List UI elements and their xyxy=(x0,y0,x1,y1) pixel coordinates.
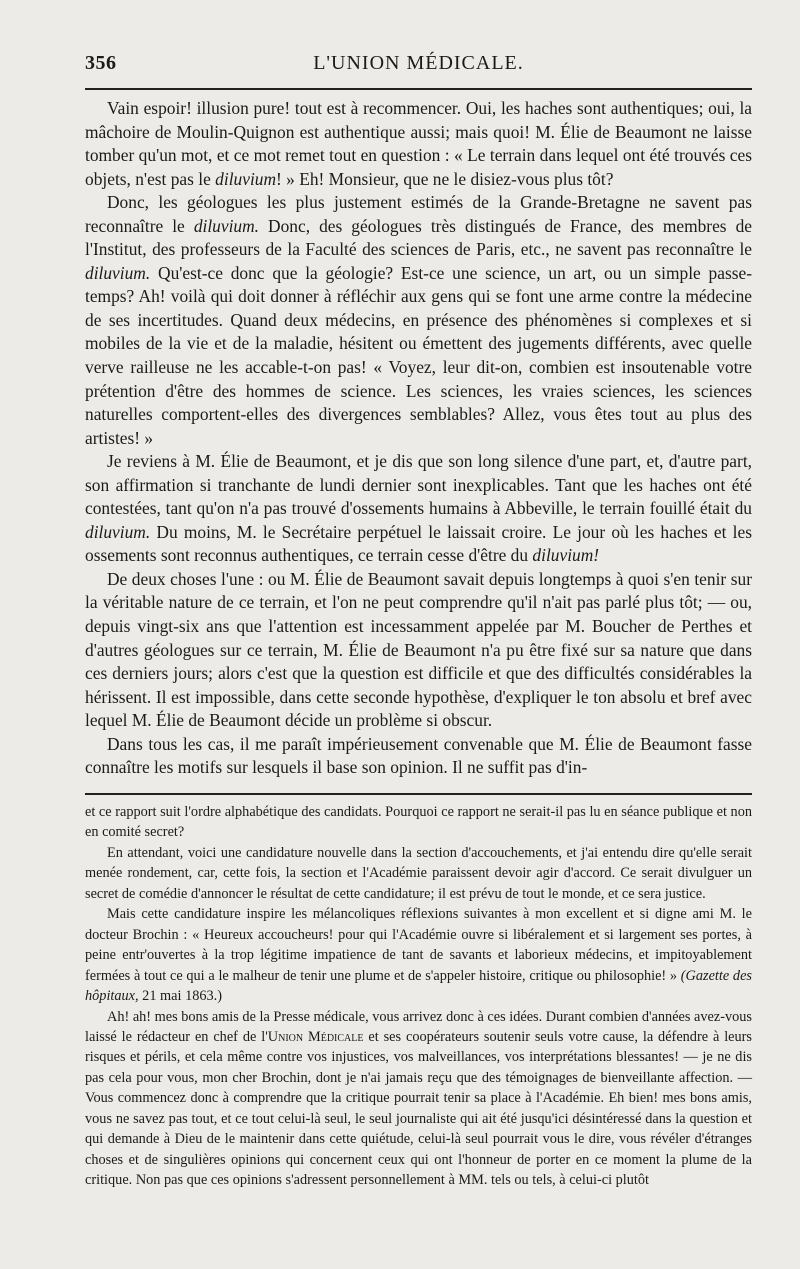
paragraph-2: Donc, les géologues les plus justement estimés de la Grande-Bretagne ne savent pas reconnaître le diluvium. Donc, des géologues très distingués de France, des membres de l'Institut, des professeurs de la Faculté des sciences de Paris, etc., ne savent pas reconnaître le diluvium. Qu'est-ce donc que la géologie? Est-ce une science, un art, ou un simple passe-temps? Ah! voilà qui doit donner à réfléchir aux gens qui se font une arme contre la médecine de ses incertitudes. Quand deux médecins, en présence des phénomènes si complexes et si mobiles de la vie et de la maladie, hésitent ou émettent des jugements différents, avec quelle verve railleuse ne les accable-t-on pas! « Voyez, leur dit-on, combien est insoutenable votre prétention d'être des hommes de science. Les sciences, les vraies sciences, les sciences naturelles comportent-elles des divergences semblables? Allez, vous êtes tout au plus des artistes! » xyxy=(85,192,753,448)
paragraph-1: Vain espoir! illusion pure! tout est à recommencer. Oui, les haches sont authentiques; oui, la mâchoire de Moulin-Quignon est authentique aussi; mais quoi! M. Élie de Beaumont ne laisse tomber qu'un mot, et ce mot remet tout en question : « Le terrain dans lequel ont été trouvés ces objets, n'est pas le diluvium! » Eh! Monsieur, que ne le disiez-vous plus tôt? xyxy=(85,98,752,189)
page-header xyxy=(85,0,752,74)
page-number: 356 xyxy=(85,52,117,74)
paragraph-3: Je reviens à M. Élie de Beaumont, et je dis que son long silence d'une part, et, d'autre part, son affirmation si tranchante de lundi dernier sont inexplicables. Tant que les haches ont été contestées, tant qu'on n'a pas trouvé d'ossements humains à Abbeville, le terrain fouillé était du diluvium. Du moins, M. le Secrétaire perpétuel le laissait croire. Le jour où les haches et les ossements sont reconnus authentiques, ce terrain cesse d'être du diluvium! xyxy=(85,451,752,566)
footnote xyxy=(85,802,752,1191)
footnote-rule xyxy=(85,793,752,795)
paragraph-4: De deux choses l'une : ou M. Élie de Beaumont savait depuis longtemps à quoi s'en tenir sur la véritable nature de ce terrain, et l'on ne peut comprendre qu'il n'ait pas parlé plus tôt; — ou, depuis vingt-six ans que l'attention est incessamment appelée par M. Boucher de Perthes et d'autres géologues sur ce terrain, M. Élie de Beaumont n'a pu être fixé sur sa nature que dans ces derniers jours; alors c'est que la question est difficile et que des difficultés considérables la hérissent. Il est impossible, dans cette seconde hypothèse, d'expliquer le ton absolu et bref avec lequel M. Élie de Beaumont décide un problème si obscur. xyxy=(85,568,752,731)
running-title: L'UNION MÉDICALE. xyxy=(313,52,524,74)
main-text xyxy=(85,97,752,780)
footnote-paragraph-1: et ce rapport suit l'ordre alphabétique des candidats. Pourquoi ce rapport ne serait-il pas lu en séance publique et non en comité secret? xyxy=(85,804,752,841)
footnote-paragraph-2: En attendant, voici une candidature nouvelle dans la section d'accouchements, et j'ai entendu dire qu'elle serait menée rondement, car, cette fois, la section et l'Académie paraissent devoir agir d'accord. Ce serait divulguer un secret de comédie d'annoncer le résultat de cette candidature; il est prévu de tout le monde, et ce sera justice. xyxy=(85,844,752,902)
footnote-paragraph-4: Ah! ah! mes bons amis de la Presse médicale, vous arrivez donc à ces idées. Durant combien d'années avez-vous laissé le rédacteur en chef de l'Union Médicale et ses coopérateurs soutenir seuls votre cause, la défendre à leurs risques et périls, et cela même contre vos injustices, vos malveillances, vos interprétations blessantes! — je ne dis pas cela pour vous, mon cher Brochin, dont je n'ai jamais reçu que des témoignages de bienveillante affection. — Vous commencez donc à comprendre que la critique pourrait tenir sa place à l'Académie. Eh bien! mes bons amis, vous ne savez pas tout, et ce tout celui-là seul, le seul journaliste qui ait été jusqu'ici désintéressé dans la question et qui demande à Dieu de le maintenir dans cette quiétude, celui-là seul pourrait vous le dire, vous révéler d'étranges choses et de singulières opinions qui concernent ceux qui ont l'honneur de porter en ce moment la plume de la critique. Non pas que ces opinions s'adressent personnellement à MM. tels ou tels, à celui-ci plutôt xyxy=(85,1008,752,1189)
header-rule xyxy=(85,88,752,90)
paragraph-5: Dans tous les cas, il me paraît impérieusement convenable que M. Élie de Beaumont fasse connaître les motifs sur lesquels il base son opinion. Il ne suffit pas d'in- xyxy=(85,733,752,778)
footnote-paragraph-3: Mais cette candidature inspire les mélancoliques réflexions suivantes à mon excellent et si digne ami M. le docteur Brochin : « Heureux accoucheurs! pour qui l'Académie ouvre si libéralement et si largement ses portes, à peine entr'ouvertes à la trop légitime impatience de tant de savants et laborieux médecins, et impitoyablement fermées à tout ce qui a le malheur de tenir une plume et de s'appeler histoire, critique ou philosophie! » (Gazette des hôpitaux, 21 mai 1863.) xyxy=(85,906,752,1005)
